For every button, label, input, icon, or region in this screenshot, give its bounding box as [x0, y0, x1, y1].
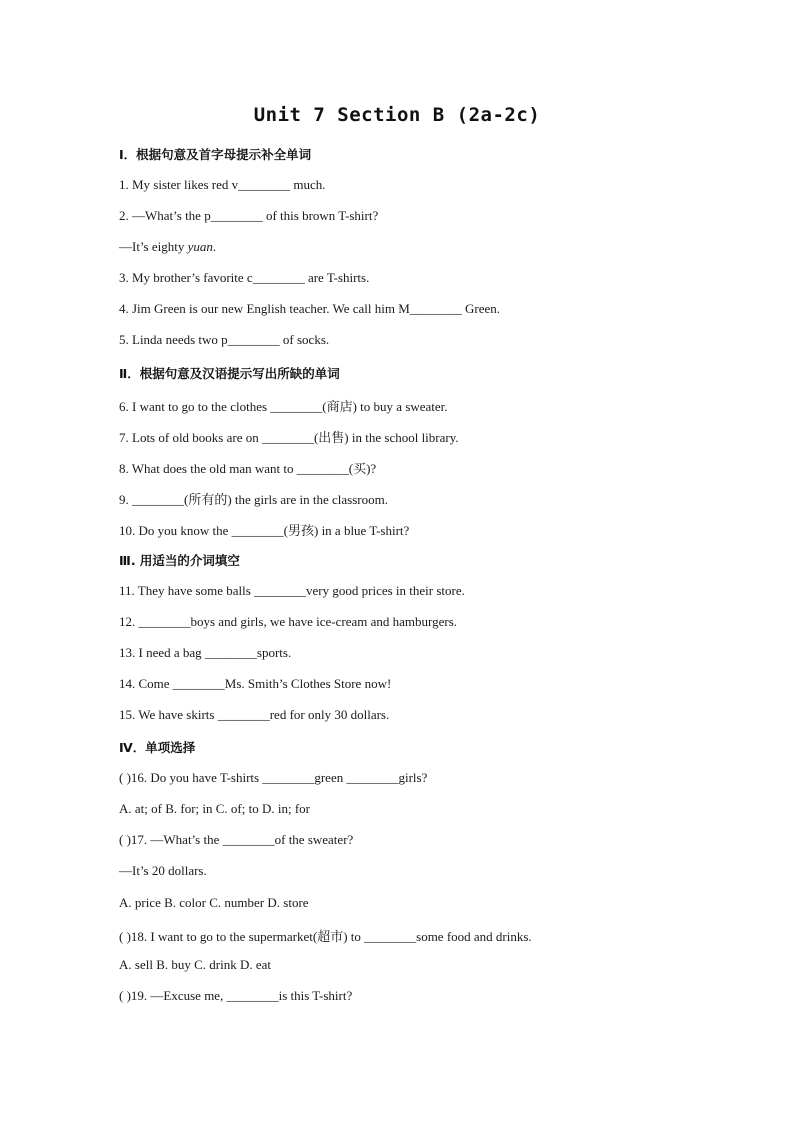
question-1: 1. My sister likes red v________ much.	[119, 177, 326, 192]
section-3-heading: Ⅲ. 用适当的介词填空	[119, 553, 240, 568]
question-12: 12. ________boys and girls, we have ice-cream and hamburgers.	[119, 614, 458, 629]
section-4-heading: Ⅳ．单项选择	[119, 740, 196, 755]
question-2-answer: —It’s eighty yuan.	[119, 239, 217, 254]
question-17: ( )17. —What’s the ________of the sweater?	[119, 832, 354, 847]
page-title: Unit 7 Section B (2a-2c)	[253, 104, 541, 126]
section-1-heading: Ⅰ．根据句意及首字母提示补全单词	[119, 147, 312, 162]
question-17-answer: —It’s 20 dollars.	[119, 863, 207, 878]
question-4: 4. Jim Green is our new English teacher. We call him M________ Green.	[119, 301, 501, 316]
question-13: 13. I need a bag ________sports.	[119, 645, 292, 660]
question-17-options: A. price B. color C. number D. store	[119, 895, 309, 910]
question-2: 2. —What’s the p________ of this brown T-shirt?	[119, 208, 379, 223]
question-19: ( )19. —Excuse me, ________is this T-shirt?	[119, 988, 353, 1003]
question-10: 10. Do you know the ________(男孩) in a blue T-shirt?	[119, 523, 410, 538]
question-6: 6. I want to go to the clothes ________(商店) to buy a sweater.	[119, 399, 448, 414]
question-16: ( )16. Do you have T-shirts ________green ________girls?	[119, 770, 428, 785]
question-16-options: A. at; of B. for; in C. of; to D. in; for	[119, 801, 311, 816]
section-2-heading: Ⅱ．根据句意及汉语提示写出所缺的单词	[119, 366, 340, 381]
question-3: 3. My brother’s favorite c________ are T-shirts.	[119, 270, 370, 285]
question-7: 7. Lots of old books are on ________(出售) in the school library.	[119, 430, 459, 445]
question-11: 11. They have some balls ________very good prices in their store.	[119, 583, 465, 598]
question-5: 5. Linda needs two p________ of socks.	[119, 332, 330, 347]
question-18: ( )18. I want to go to the supermarket(超市) to ________some food and drinks.	[119, 929, 532, 944]
question-9: 9. ________(所有的) the girls are in the classroom.	[119, 492, 388, 507]
question-8: 8. What does the old man want to ________(买)?	[119, 461, 377, 476]
question-18-options: A. sell B. buy C. drink D. eat	[119, 957, 272, 972]
question-15: 15. We have skirts ________red for only 30 dollars.	[119, 707, 390, 722]
question-14: 14. Come ________Ms. Smith’s Clothes Store now!	[119, 676, 392, 691]
